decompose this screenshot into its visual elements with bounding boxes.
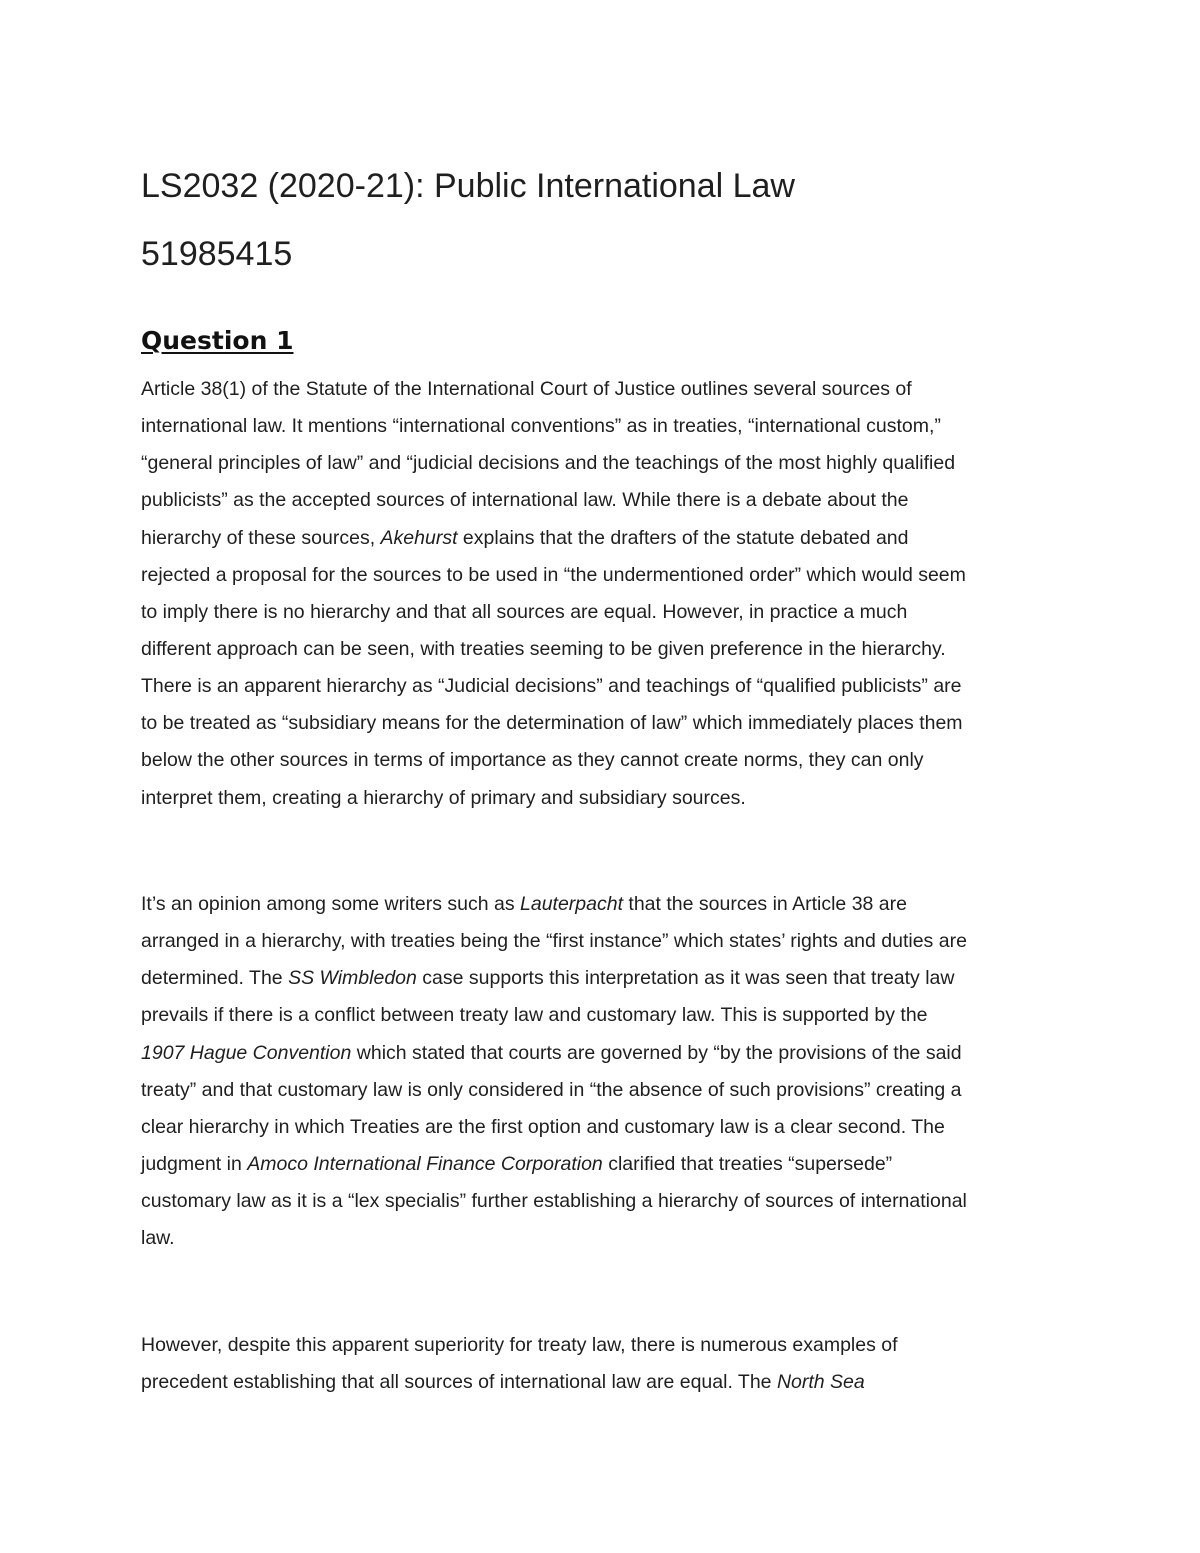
italic-citation: SS Wimbledon bbox=[288, 967, 417, 990]
text-line bbox=[141, 1327, 1071, 1364]
text-run: There is an apparent hierarchy as “Judicial decisions” and teachings of “qualified publicists” are bbox=[141, 675, 962, 698]
text-run: customary law as it is a “lex specialis” further establishing a hierarchy of sources of international bbox=[141, 1190, 967, 1213]
text-line bbox=[141, 1364, 1071, 1401]
text-line bbox=[141, 1220, 1071, 1257]
text-run: judgment in bbox=[141, 1152, 248, 1175]
text-line bbox=[141, 886, 1071, 923]
italic-citation: Akehurst bbox=[380, 526, 458, 549]
text-line bbox=[141, 997, 1071, 1034]
paragraph-1 bbox=[141, 371, 1071, 817]
student-id: 51985415 bbox=[141, 235, 293, 273]
text-run: Article 38(1) of the Statute of the International Court of Justice outlines several sources of bbox=[141, 378, 912, 400]
text-run: different approach can be seen, with treaties seeming to be given preference in the hierarchy. bbox=[141, 637, 946, 660]
text-run: hierarchy of these sources, bbox=[141, 526, 381, 549]
text-line bbox=[141, 1109, 1071, 1146]
text-run: precedent establishing that all sources of international law are equal. The bbox=[141, 1371, 777, 1394]
text-line bbox=[141, 1035, 1071, 1072]
paragraph-3 bbox=[141, 1327, 1071, 1401]
text-line bbox=[141, 594, 1071, 631]
text-line bbox=[141, 780, 1071, 817]
text-run: publicists” as the accepted sources of international law. While there is a debate about the bbox=[141, 489, 909, 512]
text-line bbox=[141, 1146, 1071, 1183]
italic-citation: 1907 Hague Convention bbox=[141, 1041, 352, 1064]
text-run: arranged in a hierarchy, with treaties being the “first instance” which states’ rights and duties are bbox=[141, 930, 967, 953]
text-run: which stated that courts are governed by “by the provisions of the said bbox=[351, 1041, 962, 1064]
text-run: However, despite this apparent superiority for treaty law, there is numerous examples of bbox=[141, 1334, 898, 1356]
question-heading: Question 1 bbox=[141, 326, 294, 355]
text-line bbox=[141, 1072, 1071, 1109]
text-line bbox=[141, 445, 1071, 482]
italic-citation: Amoco International Finance Corporation bbox=[247, 1152, 603, 1175]
text-line bbox=[141, 668, 1071, 705]
text-run: that the sources in Article 38 are bbox=[623, 893, 907, 915]
text-line bbox=[141, 408, 1071, 445]
text-run: to imply there is no hierarchy and that all sources are equal. However, in practice a much bbox=[141, 600, 908, 623]
text-run: below the other sources in terms of importance as they cannot create norms, they can only bbox=[141, 749, 924, 772]
text-run: clear hierarchy in which Treaties are the first option and customary law is a clear second. The bbox=[141, 1115, 945, 1138]
text-line bbox=[141, 1183, 1071, 1220]
italic-citation: North Sea bbox=[776, 1371, 865, 1394]
text-run: clarified that treaties “supersede” bbox=[602, 1152, 893, 1175]
text-run: determined. The bbox=[141, 967, 289, 990]
text-line bbox=[141, 520, 1071, 557]
text-run: to be treated as “subsidiary means for the determination of law” which immediately places them bbox=[141, 712, 963, 735]
text-run: case supports this interpretation as it was seen that treaty law bbox=[416, 967, 955, 990]
text-run: It’s an opinion among some writers such as bbox=[141, 893, 520, 915]
text-run: explains that the drafters of the statute debated and bbox=[457, 526, 909, 549]
italic-citation: Lauterpacht bbox=[520, 893, 623, 915]
text-line bbox=[141, 371, 1071, 408]
text-run: prevails if there is a conflict between treaty law and customary law. This is supported by the bbox=[141, 1004, 928, 1027]
paragraph-2 bbox=[141, 886, 1071, 1257]
text-line bbox=[141, 705, 1071, 742]
text-line bbox=[141, 631, 1071, 668]
document-title: LS2032 (2020-21): Public International Law bbox=[141, 167, 795, 205]
text-run: international law. It mentions “international conventions” as in treaties, “international custom,” bbox=[141, 415, 941, 438]
text-run: interpret them, creating a hierarchy of primary and subsidiary sources. bbox=[141, 786, 746, 809]
text-line bbox=[141, 557, 1071, 594]
text-line bbox=[141, 742, 1071, 779]
text-line bbox=[141, 960, 1071, 997]
text-run: law. bbox=[141, 1227, 175, 1250]
text-line bbox=[141, 482, 1071, 519]
text-run: treaty” and that customary law is only considered in “the absence of such provisions” creating a bbox=[141, 1078, 962, 1101]
text-run: “general principles of law” and “judicial decisions and the teachings of the most highly qualified bbox=[141, 452, 956, 475]
text-run: rejected a proposal for the sources to be used in “the undermentioned order” which would seem bbox=[141, 563, 966, 586]
text-line bbox=[141, 923, 1071, 960]
